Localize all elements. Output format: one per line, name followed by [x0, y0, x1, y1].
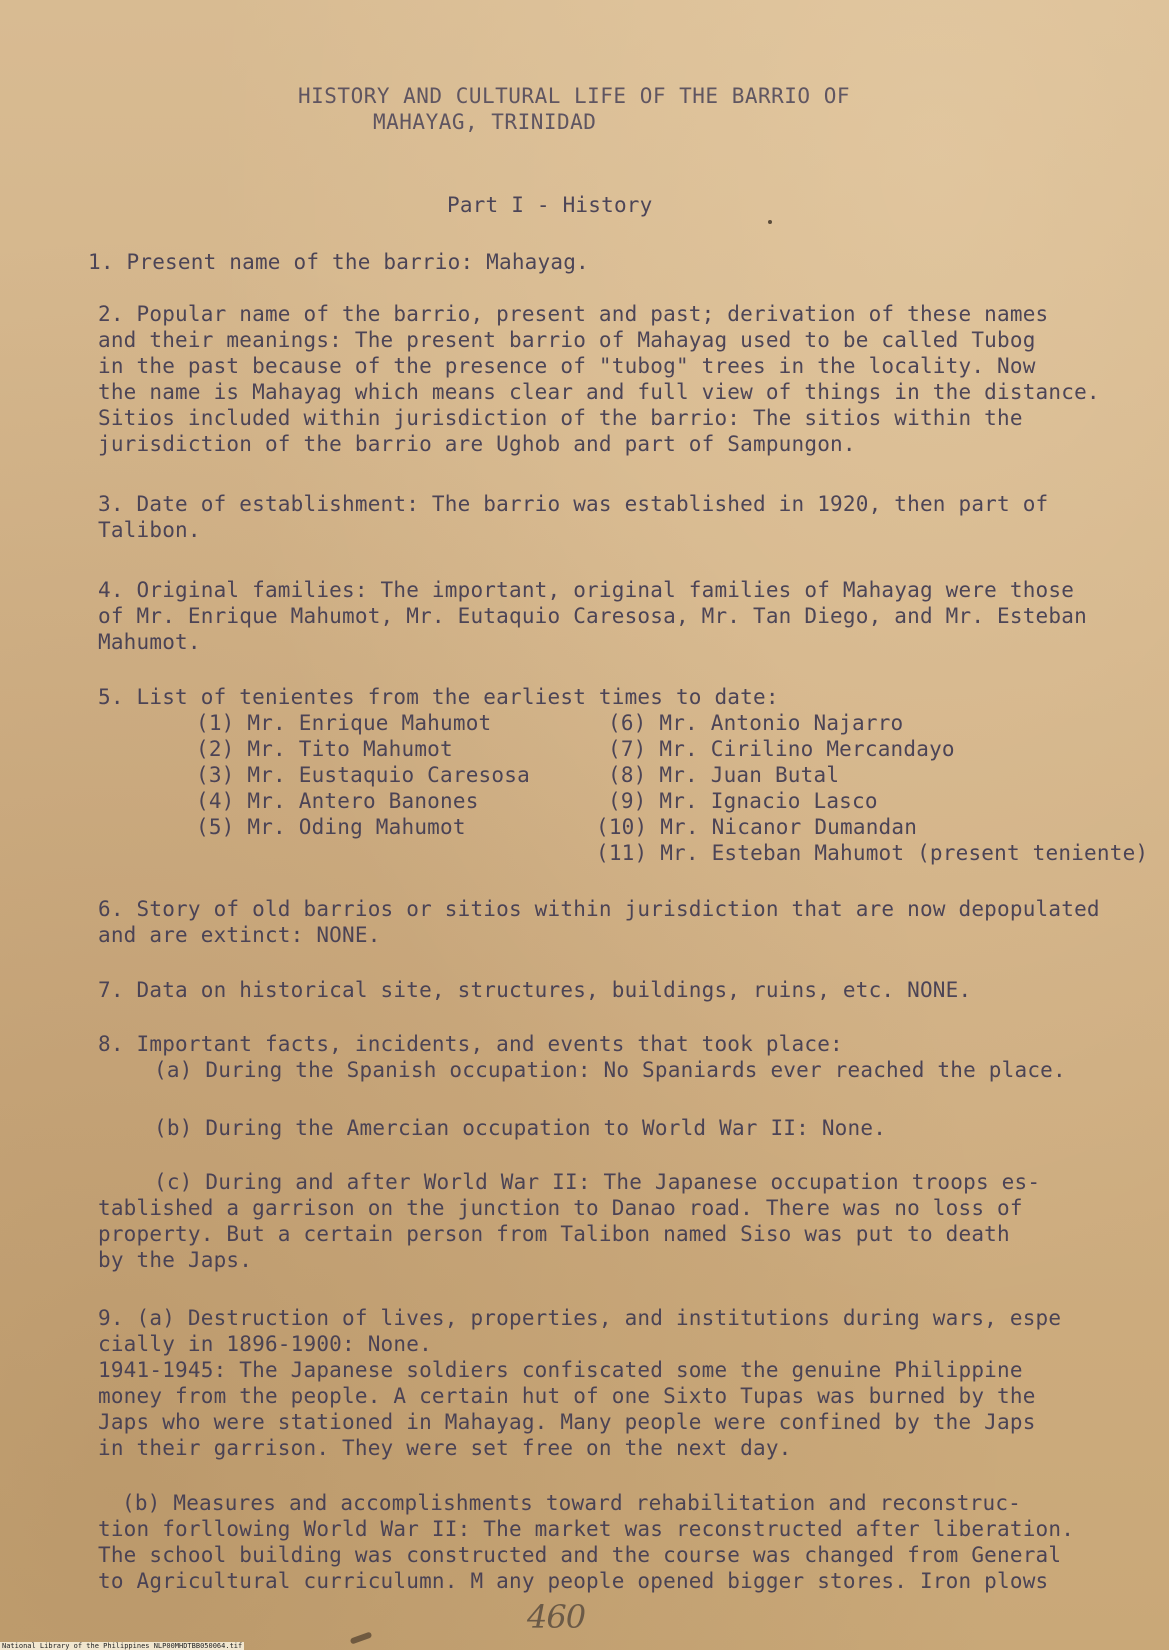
teniente-list-item: (4) Mr. Antero Banones: [196, 789, 479, 813]
item-2-line: jurisdiction of the barrio are Ughob and part of Sampungon.: [98, 432, 856, 456]
teniente-list-item: (5) Mr. Oding Mahumot: [196, 815, 466, 839]
teniente-list-item: (3) Mr. Eustaquio Caresosa: [196, 763, 530, 787]
teniente-list-item: (1) Mr. Enrique Mahumot: [196, 711, 492, 735]
ink-smudge: [350, 1631, 373, 1644]
archive-footer-note: National Library of the Philippines NLP00MHDTBB050064.tif: [2, 1642, 243, 1650]
item-1: 1. Present name of the barrio: Mahayag.: [88, 250, 589, 274]
item-2-line: Sitios included within jurisdiction of the barrio: The sitios within the: [98, 406, 1023, 430]
item-2-line: and their meanings: The present barrio of Mahayag used to be called Tubog: [98, 328, 1036, 352]
item-3-line: 3. Date of establishment: The barrio was established in 1920, then part of: [98, 492, 1049, 516]
item-2-line: 2. Popular name of the barrio, present and past; derivation of these names: [98, 302, 1049, 326]
item-2-line: the name is Mahayag which means clear and full view of things in the distance.: [98, 380, 1100, 404]
item-9b-line: tion forllowing World War II: The market was reconstructed after liberation.: [98, 1517, 1075, 1541]
item-7: 7. Data on historical site, structures, buildings, ruins, etc. NONE.: [98, 978, 972, 1002]
item-9b-line: The school building was constructed and the course was changed from General: [98, 1543, 1062, 1567]
teniente-list-item: (10) Mr. Nicanor Dumandan: [596, 815, 918, 839]
item-9a-line: money from the people. A certain hut of one Sixto Tupas was burned by the: [98, 1384, 1036, 1408]
item-3-line: Talibon.: [98, 518, 201, 542]
item-8a: (a) During the Spanish occupation: No Spaniards ever reached the place.: [154, 1058, 1066, 1082]
teniente-list-item: (9) Mr. Ignacio Lasco: [608, 789, 878, 813]
item-9b-line: to Agricultural curriculumn. M any people opened bigger stores. Iron plows: [98, 1569, 1049, 1593]
handwritten-page-number: 460: [527, 1598, 586, 1636]
item-4-line: of Mr. Enrique Mahumot, Mr. Eutaquio Caresosa, Mr. Tan Diego, and Mr. Esteban: [98, 604, 1087, 628]
item-8b: (b) During the Amercian occupation to World War II: None.: [154, 1116, 887, 1140]
item-5-intro: 5. List of tenientes from the earliest times to date:: [98, 685, 779, 709]
ink-dot: [768, 220, 772, 224]
teniente-list-item: (11) Mr. Esteban Mahumot (present teniente): [596, 841, 1149, 865]
item-9a-line: 1941-1945: The Japanese soldiers confiscated some the genuine Philippine: [98, 1358, 1023, 1382]
teniente-list-item: (8) Mr. Juan Butal: [608, 763, 840, 787]
document-title-line2: MAHAYAG, TRINIDAD: [373, 110, 597, 134]
teniente-list-item: (2) Mr. Tito Mahumot: [196, 737, 453, 761]
item-9b-line: (b) Measures and accomplishments toward rehabilitation and reconstruc-: [122, 1491, 1022, 1515]
item-4-line: Mahumot.: [98, 630, 201, 654]
item-8c-line: property. But a certain person from Talibon named Siso was put to death: [98, 1222, 1010, 1246]
teniente-list-item: (7) Mr. Cirilino Mercandayo: [608, 737, 955, 761]
item-9a-line: cially in 1896-1900: None.: [98, 1332, 432, 1356]
part-heading: Part I - History: [447, 193, 653, 217]
item-6-line: and are extinct: NONE.: [98, 923, 381, 947]
item-9a-line: Japs who were stationed in Mahayag. Many people were confined by the Japs: [98, 1410, 1036, 1434]
item-8c-line: tablished a garrison on the junction to Danao road. There was no loss of: [98, 1196, 1023, 1220]
item-6-line: 6. Story of old barrios or sitios within jurisdiction that are now depopulated: [98, 897, 1100, 921]
item-9a-line: in their garrison. They were set free on the next day.: [98, 1436, 792, 1460]
item-8-intro: 8. Important facts, incidents, and events that took place:: [98, 1032, 843, 1056]
item-4-line: 4. Original families: The important, original families of Mahayag were those: [98, 578, 1075, 602]
item-8c-line: by the Japs.: [98, 1248, 253, 1272]
teniente-list-item: (6) Mr. Antonio Najarro: [608, 711, 904, 735]
document-title-line1: HISTORY AND CULTURAL LIFE OF THE BARRIO OF: [298, 84, 851, 108]
item-9a-line: 9. (a) Destruction of lives, properties, and institutions during wars, espe: [98, 1306, 1062, 1330]
item-2-line: in the past because of the presence of "tubog" trees in the locality. Now: [98, 354, 1036, 378]
item-8c-line: (c) During and after World War II: The Japanese occupation troops es-: [154, 1170, 1041, 1194]
